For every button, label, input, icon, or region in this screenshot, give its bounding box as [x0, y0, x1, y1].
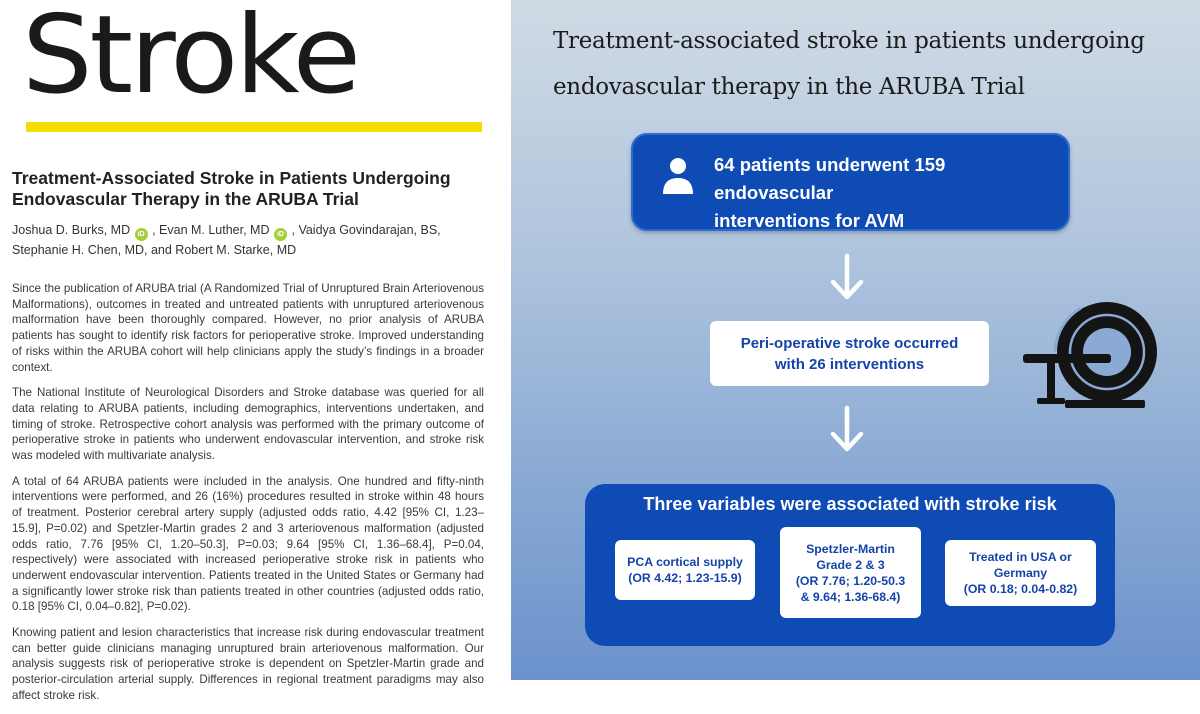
variable-line: Germany	[993, 566, 1048, 580]
variable-card-pca	[615, 540, 755, 600]
orcid-icon[interactable]: iD	[135, 228, 148, 241]
patients-text-line: interventions for AVM	[714, 210, 905, 231]
journal-logo: Stroke	[22, 0, 358, 118]
arrow-down-icon	[829, 254, 865, 300]
author-separator: ,	[152, 223, 156, 237]
arrow-down-icon	[829, 406, 865, 452]
patients-text-line: 64 patients underwent 159 endovascular	[714, 154, 946, 203]
patients-text	[714, 151, 1059, 235]
abstract-paragraph: Knowing patient and lesion characteristics that increase risk during endovascular treatment can better guide clinicians managing unruptured brain arteriovenous malformation. Our analysis suggests risk of perioperative stroke is dependent on Spetzler-Martin grade and posterior-circulation arterial supply. Differences in regional treatment paradigms may also affect stroke risk.	[12, 626, 484, 702]
patients-box	[631, 133, 1070, 231]
stroke-occurrence-line: Peri-operative stroke occurred	[740, 335, 959, 352]
journal-accent-bar	[26, 122, 482, 132]
variable-line: Treated in USA or	[969, 550, 1072, 564]
variable-line: PCA cortical supply	[627, 555, 743, 569]
author-name: Joshua D. Burks, MD	[12, 223, 131, 237]
abstract-paragraph: The National Institute of Neurological Disorders and Stroke database was queried for all data relating to ARUBA patients, including demographics, interventions undertaken, and timing of stroke. Retrospective cohort analysis was performed with the primary outcome of perioperative stroke in patients who underwent endovascular intervention, and stroke risk was modeled with multivariate analysis.	[12, 386, 484, 463]
paper-title: Treatment-Associated Stroke in Patients Undergoing Endovascular Therapy in the ARUBA Trial	[12, 168, 451, 209]
abstract	[12, 281, 484, 714]
variable-card-country	[945, 540, 1096, 606]
infographic-panel	[511, 0, 1200, 680]
mri-scanner-icon	[1019, 296, 1159, 411]
paper-panel	[0, 0, 510, 702]
risk-variables-title: Three variables were associated with stroke risk	[643, 494, 1057, 514]
variable-line: & 9.64; 1.36-68.4)	[800, 589, 901, 604]
infographic-title-line: Treatment-associated stroke in patients undergoing	[553, 28, 1145, 54]
person-icon	[660, 157, 696, 195]
variable-card-spetzler-martin	[780, 527, 921, 618]
infographic-title-line: endovascular therapy in the ARUBA Trial	[553, 74, 1025, 100]
author-name: Vaidya Govindarajan, BS, Stephanie H. Chen, MD, and Robert M. Starke, MD	[12, 223, 441, 257]
variable-line: (OR 7.76; 1.20-50.3	[795, 573, 906, 588]
risk-variables-box	[585, 484, 1115, 646]
abstract-paragraph: Since the publication of ARUBA trial (A Randomized Trial of Unruptured Brain Arteriovenous Malformations), outcomes in treated and untreated patients with unruptured arteriovenous malformation have been thoroughly compared. However, no prior analysis of ARUBA patients has sought to identify risk factors for perioperative stroke. Improved understanding of risks within the ARUBA cohort will help clinicians apply the study’s findings in a broader context.	[12, 282, 484, 374]
infographic-title	[553, 18, 1173, 110]
abstract-paragraph: A total of 64 ARUBA patients were included in the analysis. One hundred and fifty-ninth interventions were performed, and 26 (16%) procedures resulted in stroke within 48 hours of treatment. Posterior cerebral artery supply (adjusted odds ratio, 4.42 [95% CI, 1.23–15.9], P=0.02) and Spetzler-Martin grades 2 and 3 arteriovenous malformation (adjusted odds ratio, 7.76 [95% CI, 1.20–50.3], P=0.03; 9.64 [95% CI, 1.36–68.4], P=0.04, respectively) were associated with increased perioperative stroke risk in patients who underwent endovascular intervention. Patients treated in the United States or Germany had a significantly lower stroke risk than patients treated in other countries (adjusted odds ratio, 0.18 [95% CI, 0.04–0.82], P=0.02).	[12, 474, 484, 614]
variable-line: (OR 0.18; 0.04-0.82)	[963, 582, 1078, 596]
variable-line: Spetzler-Martin	[806, 541, 895, 556]
stroke-occurrence-line: with 26 interventions	[774, 356, 925, 373]
variable-line: (OR 4.42; 1.23-15.9)	[628, 571, 742, 585]
orcid-icon[interactable]: iD	[274, 228, 287, 241]
variable-line: Grade 2 & 3	[816, 557, 885, 572]
stroke-occurrence-box	[710, 321, 989, 386]
stroke-occurrence-text	[710, 333, 989, 375]
author-name: Evan M. Luther, MD	[159, 223, 270, 237]
author-list	[12, 221, 482, 259]
author-separator: ,	[291, 223, 295, 237]
